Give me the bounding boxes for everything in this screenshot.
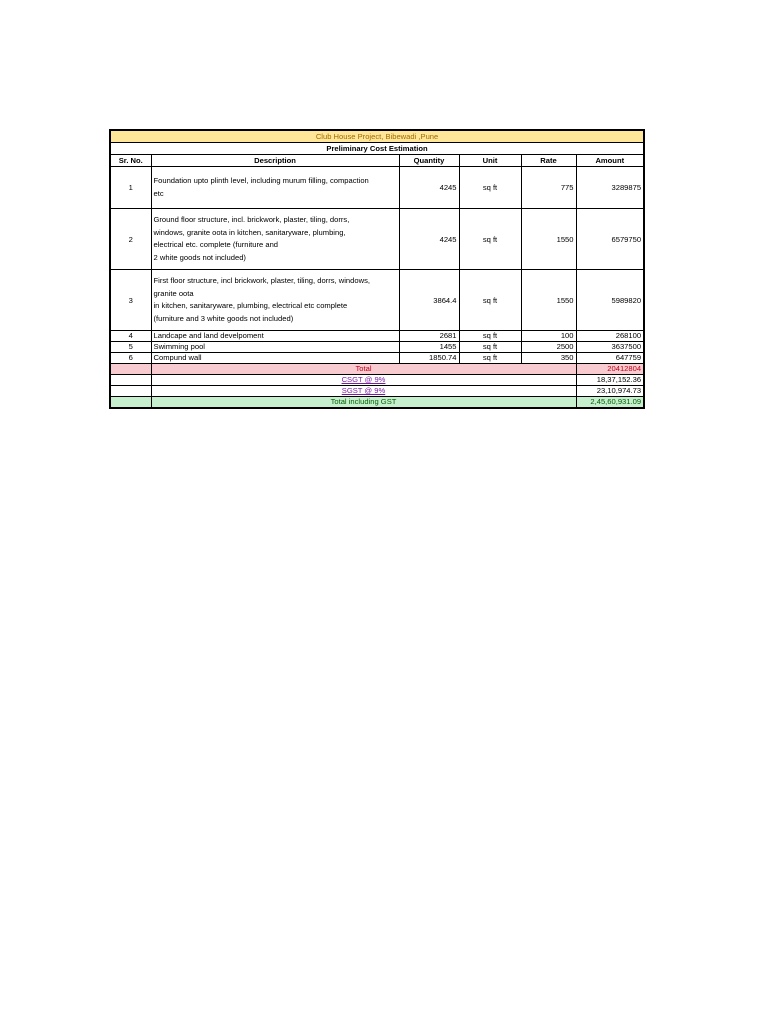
- description-line: First floor structure, incl brickwork, plaster, tiling, dorrs, windows,: [153, 276, 370, 285]
- description-cell: Landcape and land develpoment: [151, 331, 399, 342]
- sgst-row: [110, 386, 644, 397]
- sgst-blank-cell: [110, 386, 151, 397]
- rate-cell: 2500: [521, 342, 576, 353]
- description-line: 2 white goods not included): [153, 252, 246, 262]
- unit-cell: sq ft: [459, 270, 521, 331]
- grand-total-amount: 2,45,60,931.09: [576, 397, 644, 409]
- description-cell: Swimming pool: [151, 342, 399, 353]
- header-row: [110, 155, 644, 167]
- total-row: [110, 364, 644, 375]
- header-amount: Amount: [576, 155, 644, 167]
- unit-cell: sq ft: [459, 342, 521, 353]
- description-line: granite oota: [153, 288, 194, 298]
- amount-cell: 268100: [576, 331, 644, 342]
- table-row: [110, 342, 644, 353]
- quantity-cell: 2681: [399, 331, 459, 342]
- unit-cell: sq ft: [459, 209, 521, 270]
- sgst-label: SGST @ 9%: [151, 386, 576, 397]
- description-line: (furniture and 3 white goods not included): [153, 313, 294, 323]
- description-line: electrical etc. complete (furniture and: [153, 240, 279, 249]
- table-row: [110, 353, 644, 364]
- description-line: windows, granite oota in kitchen, sanitaryware, plumbing,: [153, 227, 346, 237]
- sr-no-cell: 4: [110, 331, 151, 342]
- grand-total-label: Total including GST: [151, 397, 576, 409]
- unit-cell: sq ft: [459, 353, 521, 364]
- quantity-cell: 3864.4: [399, 270, 459, 331]
- table-row: [110, 167, 644, 209]
- header-quantity: Quantity: [399, 155, 459, 167]
- header-sr-no: Sr. No.: [110, 155, 151, 167]
- unit-cell: sq ft: [459, 331, 521, 342]
- quantity-cell: 4245: [399, 167, 459, 209]
- amount-cell: 6579750: [576, 209, 644, 270]
- description-line: etc: [153, 188, 164, 198]
- header-rate: Rate: [521, 155, 576, 167]
- header-unit: Unit: [459, 155, 521, 167]
- unit-cell: sq ft: [459, 167, 521, 209]
- grand-total-blank-cell: [110, 397, 151, 409]
- description-line: Foundation upto plinth level, including murum filling, compaction: [153, 176, 369, 185]
- sheet-subtitle: Preliminary Cost Estimation: [110, 143, 644, 155]
- sr-no-cell: 3: [110, 270, 151, 331]
- rate-cell: 1550: [521, 270, 576, 331]
- table-row: [110, 209, 644, 270]
- description-cell: [151, 270, 399, 331]
- cgst-row: [110, 375, 644, 386]
- description-cell: [151, 209, 399, 270]
- cgst-label: CSGT @ 9%: [151, 375, 576, 386]
- sr-no-cell: 2: [110, 209, 151, 270]
- description-line: in kitchen, sanitaryware, plumbing, electrical etc complete: [153, 301, 348, 310]
- cost-estimation-table: [109, 129, 645, 409]
- description-cell: [151, 167, 399, 209]
- table-row: [110, 331, 644, 342]
- subtitle-row: [110, 143, 644, 155]
- total-blank-cell: [110, 364, 151, 375]
- total-label: Total: [151, 364, 576, 375]
- rate-cell: 1550: [521, 209, 576, 270]
- table-row: [110, 270, 644, 331]
- description-cell: Compund wall: [151, 353, 399, 364]
- rate-cell: 350: [521, 353, 576, 364]
- sr-no-cell: 5: [110, 342, 151, 353]
- cgst-blank-cell: [110, 375, 151, 386]
- amount-cell: 5989820: [576, 270, 644, 331]
- title-row: [110, 130, 644, 143]
- header-description: Description: [151, 155, 399, 167]
- amount-cell: 647759: [576, 353, 644, 364]
- amount-cell: 3637500: [576, 342, 644, 353]
- sr-no-cell: 1: [110, 167, 151, 209]
- quantity-cell: 1455: [399, 342, 459, 353]
- grand-total-row: [110, 397, 644, 409]
- project-title: Club House Project, Bibewadi ,Pune: [110, 130, 644, 143]
- quantity-cell: 1850.74: [399, 353, 459, 364]
- quantity-cell: 4245: [399, 209, 459, 270]
- rate-cell: 100: [521, 331, 576, 342]
- description-line: Ground floor structure, incl. brickwork, plaster, tiling, dorrs,: [153, 215, 350, 224]
- rate-cell: 775: [521, 167, 576, 209]
- sgst-amount: 23,10,974.73: [576, 386, 644, 397]
- cgst-amount: 18,37,152.36: [576, 375, 644, 386]
- sr-no-cell: 6: [110, 353, 151, 364]
- amount-cell: 3289875: [576, 167, 644, 209]
- total-amount: 20412804: [576, 364, 644, 375]
